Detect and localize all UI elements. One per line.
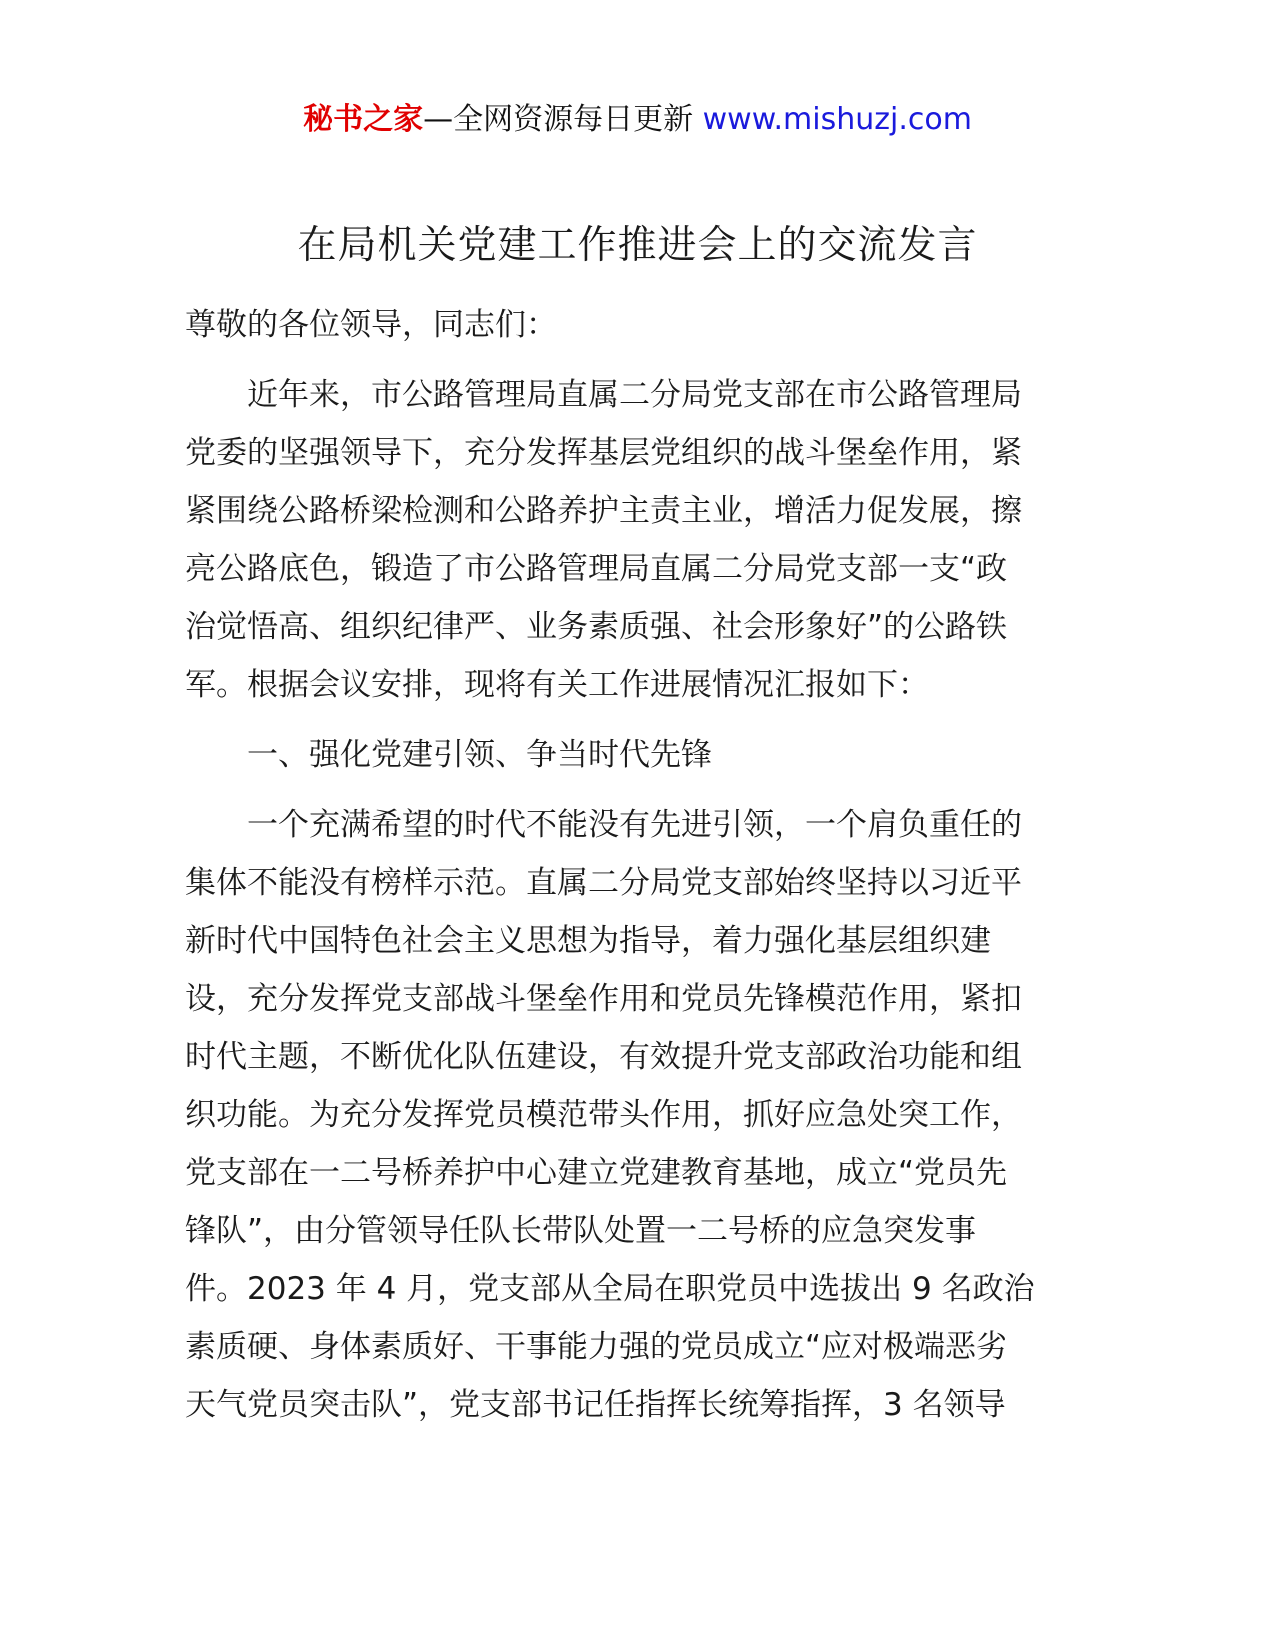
text-line: 集体不能没有榜样示范。直属二分局党支部始终坚持以习近平 bbox=[185, 865, 1022, 901]
text-line: 一个充满希望的时代不能没有先进引领，一个肩负重任的 bbox=[185, 807, 1022, 843]
site-link[interactable]: www.mishuzj.com bbox=[702, 102, 972, 137]
text-line: 治觉悟高、组织纪律严、业务素质强、社会形象好”的公路铁 bbox=[185, 609, 1008, 645]
text-line: 素质硬、身体素质好、干事能力强的党员成立“应对极端恶劣 bbox=[185, 1329, 1008, 1365]
text-line: 织功能。为充分发挥党员模范带头作用，抓好应急处突工作， bbox=[185, 1097, 1022, 1133]
document-title: 在局机关党建工作推进会上的交流发言 bbox=[297, 223, 978, 268]
text-line: 时代主题，不断优化队伍建设，有效提升党支部政治功能和组 bbox=[185, 1039, 1022, 1075]
text-line: 锋队”，由分管领导任队长带队处置一二号桥的应急突发事 bbox=[185, 1213, 977, 1249]
text-line: 件。2023 年 4 月，党支部从全局在职党员中选拔出 9 名政治 bbox=[185, 1271, 1035, 1307]
text-line: 党支部在一二号桥养护中心建立党建教育基地，成立“党员先 bbox=[185, 1155, 1008, 1191]
brand-name: 秘书之家 bbox=[303, 102, 424, 137]
section-heading: 一、强化党建引领、争当时代先锋 bbox=[185, 737, 712, 773]
text-line: 军。根据会议安排，现将有关工作进展情况汇报如下： bbox=[185, 667, 929, 703]
salutation: 尊敬的各位领导，同志们： bbox=[185, 307, 557, 343]
header-banner bbox=[0, 100, 1275, 140]
document-body bbox=[185, 296, 1085, 1434]
text-line: 天气党员突击队”，党支部书记任指挥长统筹指挥，3 名领导 bbox=[185, 1387, 1006, 1423]
text-line: 新时代中国特色社会主义思想为指导，着力强化基层组织建 bbox=[185, 923, 991, 959]
header-slogan: —全网资源每日更新 bbox=[423, 102, 703, 137]
text-line: 紧围绕公路桥梁检测和公路养护主责主业，增活力促发展，擦 bbox=[185, 493, 1022, 529]
text-line: 党委的坚强领导下，充分发挥基层党组织的战斗堡垒作用，紧 bbox=[185, 435, 1022, 471]
text-line: 设，充分发挥党支部战斗堡垒作用和党员先锋模范作用，紧扣 bbox=[185, 981, 1022, 1017]
paragraph-intro bbox=[185, 366, 1085, 714]
text-line: 近年来，市公路管理局直属二分局党支部在市公路管理局 bbox=[185, 377, 1022, 413]
text-line: 亮公路底色，锻造了市公路管理局直属二分局党支部一支“政 bbox=[185, 551, 1008, 587]
paragraph-section-one bbox=[185, 796, 1085, 1434]
